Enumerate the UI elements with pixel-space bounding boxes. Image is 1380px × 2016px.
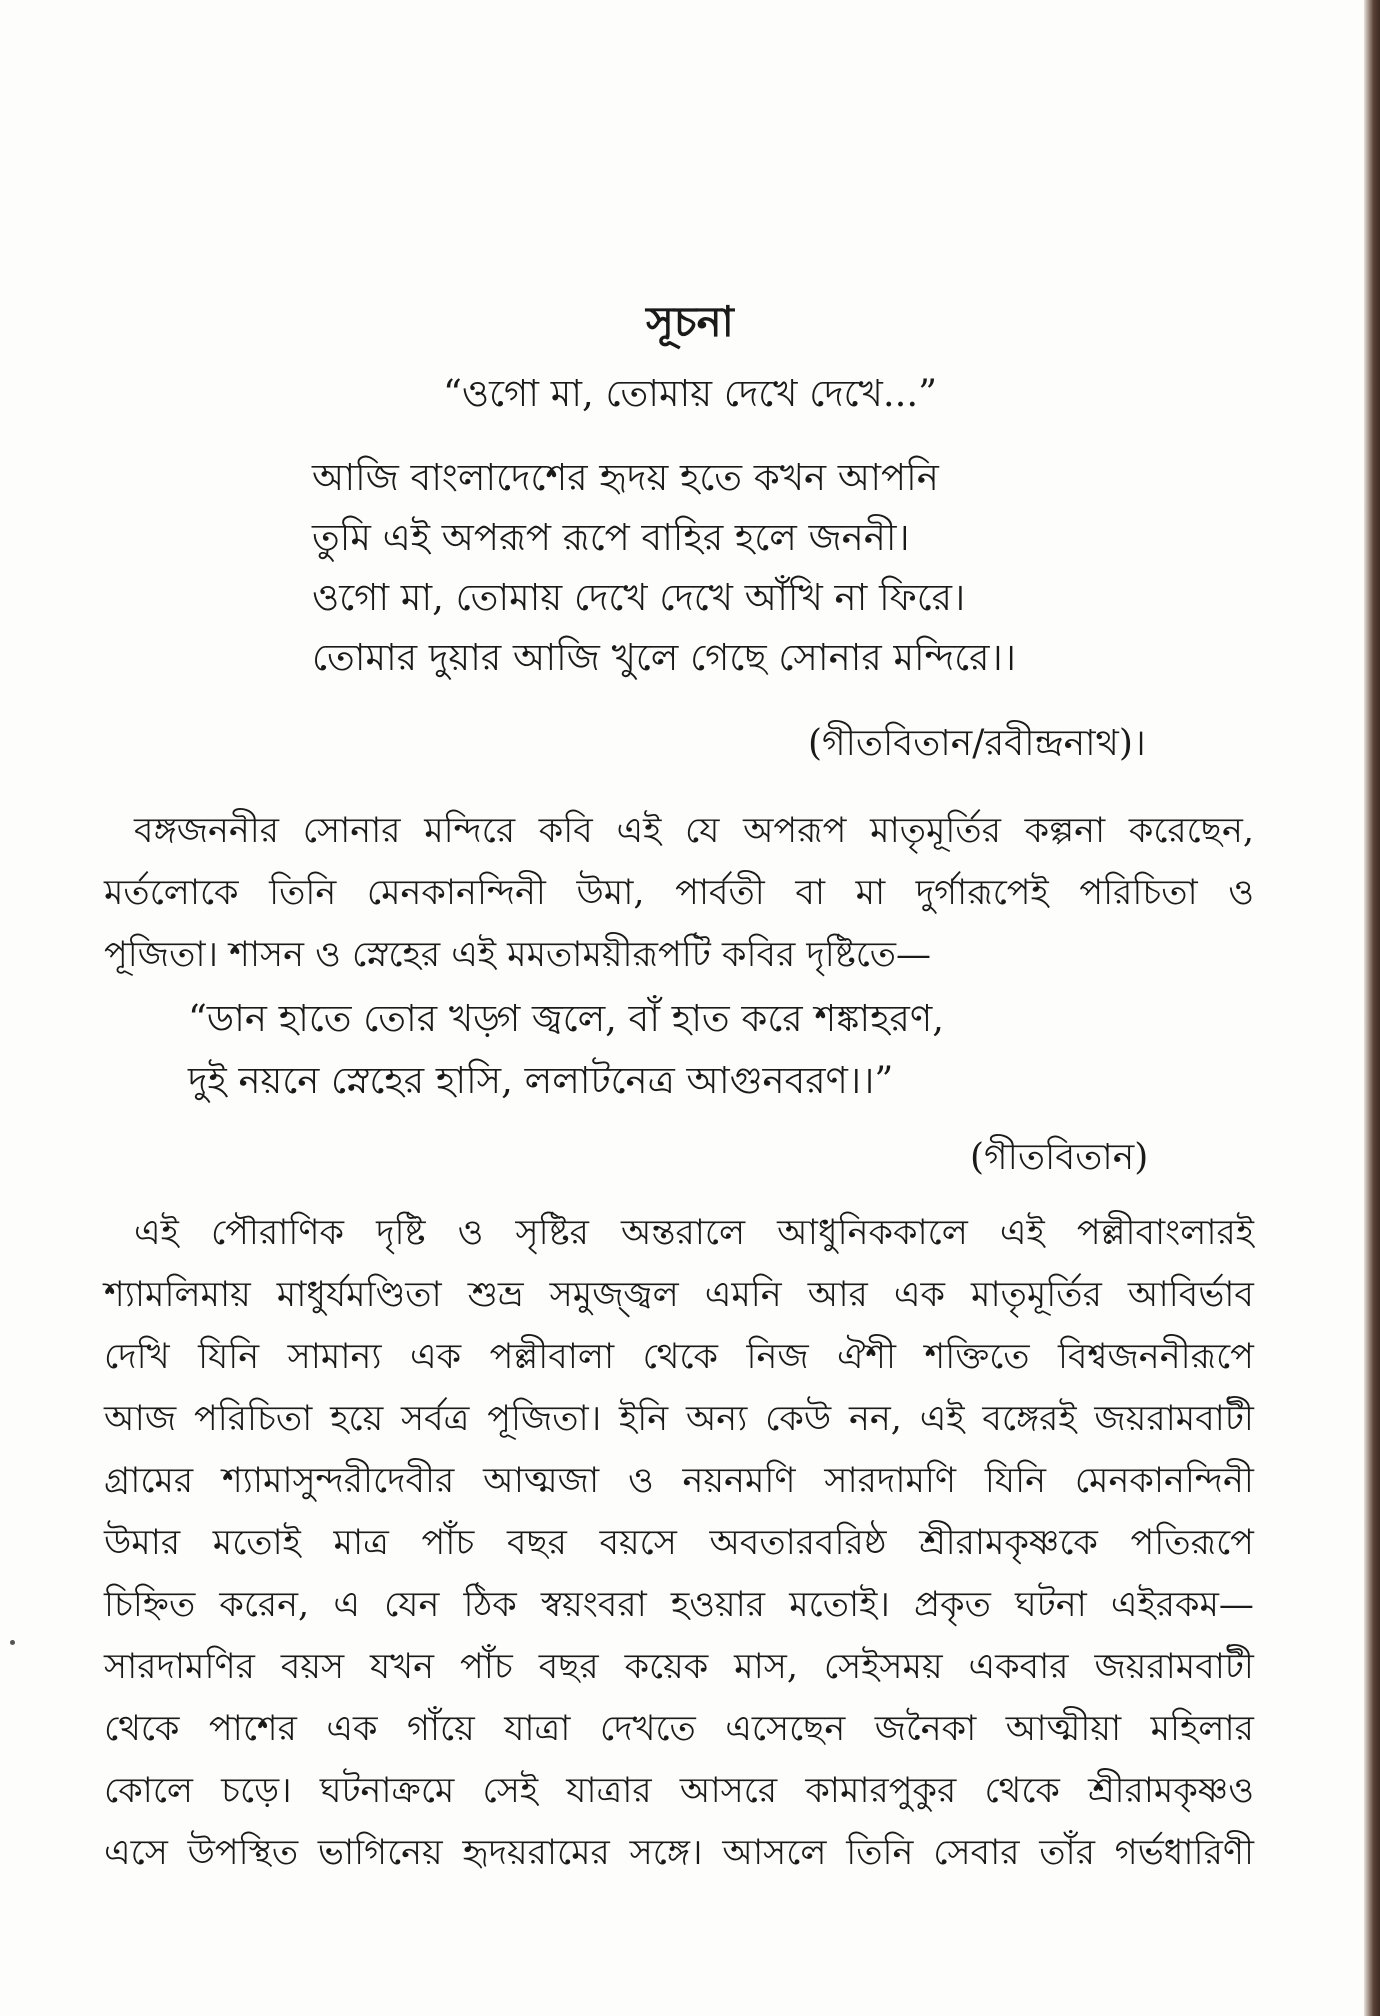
- verse-line: তুমি এই অপরূপ রূপে বাহির হলে জননী।: [312, 516, 910, 559]
- paragraph-line: সারদামণির বয়স যখন পাঁচ বছর কয়েক মাস, সেইসময় একবার জয়রামবাটী: [104, 1647, 1254, 1687]
- paragraph-line: উমার মতোই মাত্র পাঁচ বছর বয়সে অবতারবরিষ্ঠ শ্রীরামকৃষ্ণকে পতিরূপে: [104, 1523, 1254, 1563]
- paragraph-line: থেকে পাশের এক গাঁয়ে যাত্রা দেখতে এসেছেন জনৈকা আত্মীয়া মহিলার: [104, 1709, 1254, 1749]
- paragraph-line: বঙ্গজননীর সোনার মন্দিরে কবি এই যে অপরূপ মাতৃমূর্তির কল্পনা করেছেন,: [134, 811, 1254, 851]
- paper-speck: [10, 1640, 15, 1645]
- paragraph-line: এই পৌরাণিক দৃষ্টি ও সৃষ্টির অন্তরালে আধুনিককালে এই পল্লীবাংলারই: [134, 1213, 1254, 1253]
- paragraph-line: শ্যামলিমায় মাধুর্যমণ্ডিতা শুভ্র সমুজ্জ্বল এমনি আর এক মাতৃমূর্তির আবির্ভাব: [104, 1275, 1254, 1315]
- page-edge-shadow: [1364, 0, 1380, 2016]
- paragraph-line: পূজিতা। শাসন ও স্নেহের এই মমতাময়ীরূপটি কবির দৃষ্টিতে—: [104, 935, 932, 975]
- paragraph-2: [104, 1202, 1254, 1884]
- paragraph-line: এসে উপস্থিত ভাগিনেয় হৃদয়রামের সঙ্গে। আসলে তিনি সেবার তাঁর গর্ভধারিণী: [104, 1833, 1254, 1873]
- verse-line: ওগো মা, তোমায় দেখে দেখে আঁখি না ফিরে।: [312, 576, 966, 619]
- paragraph-line: মর্তলোকে তিনি মেনকানন্দিনী উমা, পার্বতী বা মা দুর্গারূপেই পরিচিতা ও: [104, 873, 1254, 913]
- paragraph-line: গ্রামের শ্যামাসুন্দরীদেবীর আত্মজা ও নয়নমণি সারদামণি যিনি মেনকানন্দিনী: [104, 1461, 1254, 1501]
- paragraph-line: কোলে চড়ে। ঘটনাক্রমে সেই যাত্রার আসরে কামারপুকুর থেকে শ্রীরামকৃষ্ণও: [104, 1771, 1254, 1811]
- verse-line: আজি বাংলাদেশের হৃদয় হতে কখন আপনি: [312, 456, 939, 499]
- verse-credit-2: (গীতবিতান): [970, 1137, 1149, 1178]
- verse-line: “ডান হাতে তোর খড়্গ জ্বলে, বাঁ হাত করে শঙ্কাহরণ,: [188, 997, 945, 1040]
- verse-line: দুই নয়নে স্নেহের হাসি, ললাটনেত্র আগুনবরণ।।”: [188, 1059, 894, 1102]
- paragraph-1: [104, 800, 1254, 986]
- chapter-title: সূচনা: [646, 297, 734, 346]
- paragraph-line: চিহ্নিত করেন, এ যেন ঠিক স্বয়ংবরা হওয়ার মতোই। প্রকৃত ঘটনা এইরকম—: [104, 1585, 1254, 1625]
- verse-block-2: [188, 988, 1088, 1112]
- verse-line: তোমার দুয়ার আজি খুলে গেছে সোনার মন্দিরে।।: [312, 636, 1016, 679]
- paragraph-line: আজ পরিচিতা হয়ে সর্বত্র পূজিতা। ইনি অন্য কেউ নন, এই বঙ্গেরই জয়রামবাটী: [104, 1399, 1254, 1439]
- verse-block-1: [312, 448, 1272, 688]
- chapter-subtitle: “ওগো মা, তোমায় দেখে দেখে...”: [442, 372, 938, 415]
- verse-credit-1: (গীতবিতান/রবীন্দ্রনাথ)।: [808, 723, 1146, 764]
- paragraph-line: দেখি যিনি সামান্য এক পল্লীবালা থেকে নিজ ঐশী শক্তিতে বিশ্বজননীরূপে: [104, 1337, 1254, 1377]
